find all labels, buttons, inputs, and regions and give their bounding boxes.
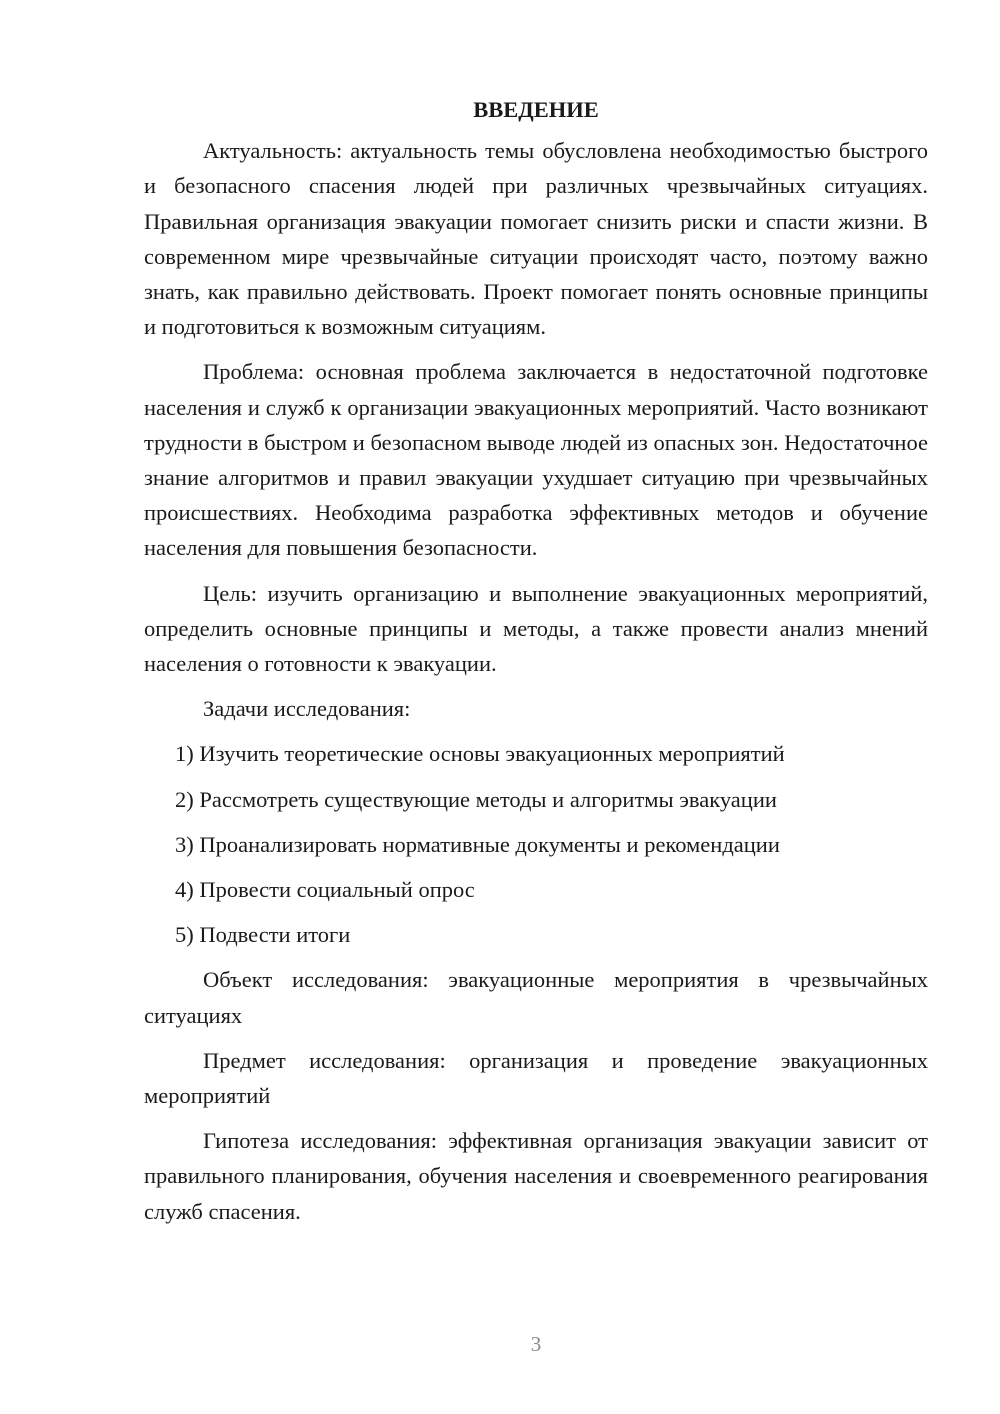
subject-paragraph: Предмет исследования: организация и проведение эвакуационных мероприятий bbox=[144, 1047, 928, 1109]
hypothesis-paragraph: Гипотеза исследования: эффективная организация эвакуации зависит от правильного планирования, обучения населения и своевременного реагирования служб спасения. bbox=[144, 1128, 928, 1224]
tasks-list bbox=[144, 736, 928, 952]
problem-paragraph: Проблема: основная проблема заключается в недостаточной подготовке населения и служб к организации эвакуационных мероприятий. Часто возникают трудности в быстром и безопасном выводе людей из опасных зон. Недостаточное знание алгоритмов и правил эвакуации ухудшает ситуацию при чрезвычайных происшествиях. Необходима разработка эффективных методов и обучение населения для повышения безопасности. bbox=[144, 359, 928, 561]
goal-paragraph: Цель: изучить организацию и выполнение эвакуационных мероприятий, определить основные принципы и методы, а также провести анализ мнений населения о готовности к эвакуации. bbox=[144, 580, 928, 677]
object-paragraph: Объект исследования: эвакуационные мероприятия в чрезвычайных ситуациях bbox=[144, 967, 928, 1028]
relevance-paragraph: Актуальность: актуальность темы обусловлена необходимостью быстрого и безопасного спасения людей при различных чрезвычайных ситуациях. Правильная организация эвакуации помогает снизить риски и спасти жизни. В современном мире чрезвычайные ситуации происходят часто, поэтому важно знать, как правильно действовать. Проект помогает понять основные принципы и подготовиться к возможным ситуациям. bbox=[144, 138, 928, 340]
page-number: 3 bbox=[530, 1332, 542, 1356]
list-item: 3) Проанализировать нормативные документы и рекомендации bbox=[175, 831, 780, 857]
tasks-heading: Задачи исследования: bbox=[203, 696, 411, 722]
list-item: 2) Рассмотреть существующие методы и алгоритмы эвакуации bbox=[175, 786, 777, 812]
list-item: 1) Изучить теоретические основы эвакуационных мероприятий bbox=[175, 741, 785, 767]
page-title: ВВЕДЕНИЕ bbox=[473, 97, 599, 122]
list-item: 4) Провести социальный опрос bbox=[175, 877, 475, 903]
page-content bbox=[144, 92, 928, 1239]
list-item: 5) Подвести итоги bbox=[175, 922, 351, 948]
